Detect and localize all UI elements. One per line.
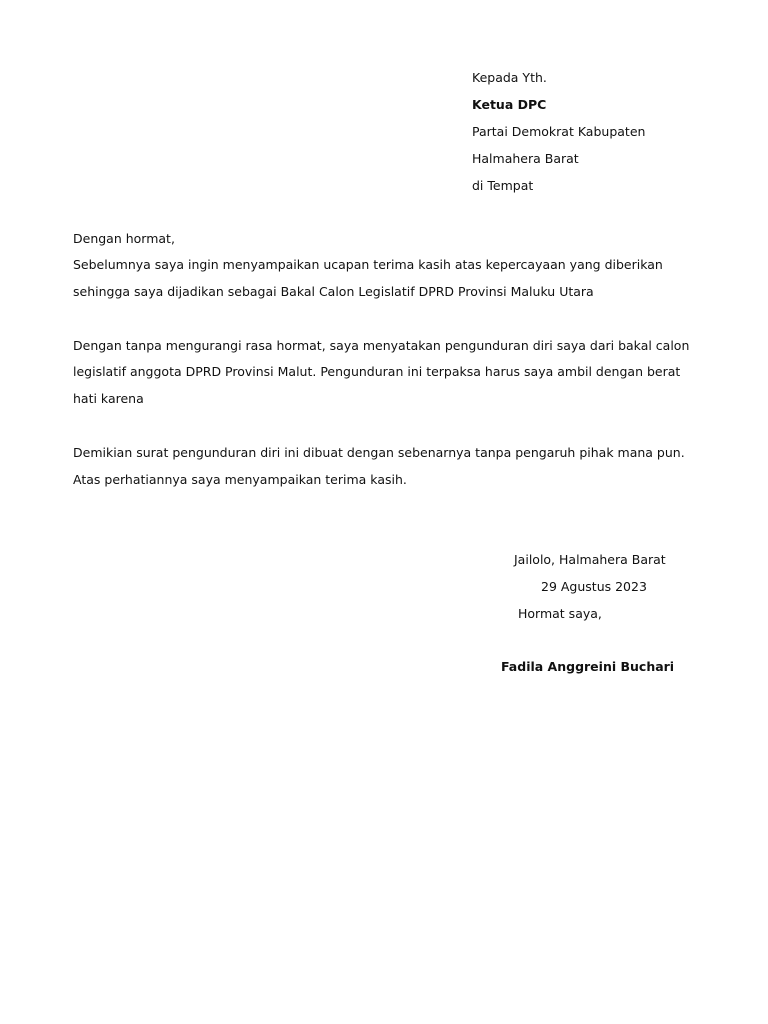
recipient-title: Ketua DPC [472,97,547,112]
paragraph-2-line-2: legislatif anggota DPRD Provinsi Malut. Pengunduran ini terpaksa harus saya ambil dengan berat [73,364,681,379]
closing-place: Jailolo, Halmahera Barat [514,552,666,567]
paragraph-2-line-1: Dengan tanpa mengurangi rasa hormat, saya menyatakan pengunduran diri saya dari bakal calon [73,338,690,353]
paragraph-1-line-1: Sebelumnya saya ingin menyampaikan ucapan terima kasih atas kepercayaan yang diberikan [73,257,663,272]
recipient-org-line-1: Partai Demokrat Kabupaten [472,124,646,139]
recipient-greeting: Kepada Yth. [472,70,547,85]
salutation: Dengan hormat, [73,231,175,246]
recipient-org-line-2: Halmahera Barat [472,151,579,166]
signer-name: Fadila Anggreini Buchari [501,659,675,674]
paragraph-3-line-2: Atas perhatiannya saya menyampaikan terima kasih. [73,472,407,487]
recipient-place: di Tempat [472,178,534,193]
paragraph-2-line-3: hati karena [73,391,144,406]
paragraph-1-line-2: sehingga saya dijadikan sebagai Bakal Calon Legislatif DPRD Provinsi Maluku Utara [73,284,594,299]
paragraph-3-line-1: Demikian surat pengunduran diri ini dibuat dengan sebenarnya tanpa pengaruh pihak mana pun. [73,445,685,460]
closing-regards: Hormat saya, [518,606,602,621]
closing-date: 29 Agustus 2023 [541,579,647,594]
